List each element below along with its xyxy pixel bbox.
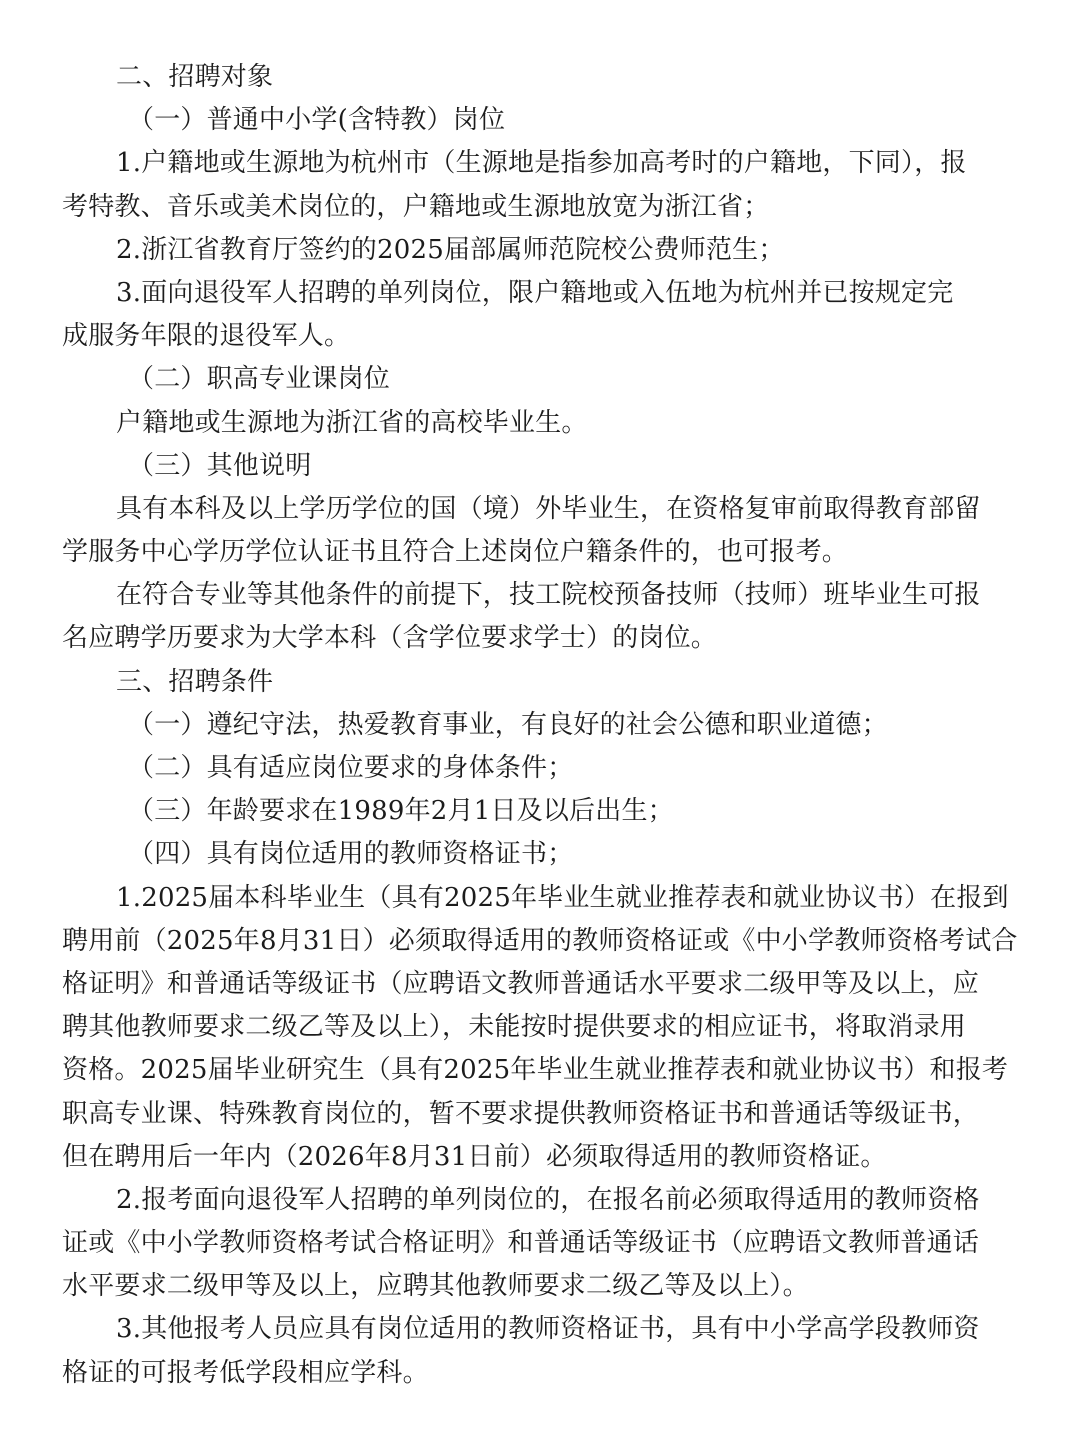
- paragraph-line: 在符合专业等其他条件的前提下，技工院校预备技师（技师）班毕业生可报: [116, 580, 981, 611]
- paragraph-line: 证或《中小学教师资格考试合格证明》和普通话等级证书（应聘语文教师普通话: [62, 1228, 980, 1259]
- subsection-heading-other-notes: （三）其他说明: [128, 450, 312, 481]
- paragraph-line: 成服务年限的退役军人。: [62, 321, 351, 352]
- paragraph-line: 2.浙江省教育厅签约的2025届部属师范院校公费师范生；: [116, 234, 785, 265]
- paragraph-line: 职高专业课、特殊教育岗位的，暂不要求提供教师资格证书和普通话等级证书，: [62, 1098, 980, 1129]
- paragraph-line: 名应聘学历要求为大学本科（含学位要求学士）的岗位。: [62, 623, 718, 654]
- paragraph-line: 3.其他报考人员应具有岗位适用的教师资格证书，具有中小学高学段教师资: [116, 1314, 980, 1345]
- paragraph-line: 2.报考面向退役军人招聘的单列岗位的，在报名前必须取得适用的教师资格: [116, 1184, 980, 1215]
- section-heading-recruitment-conditions: 三、招聘条件: [116, 666, 274, 697]
- paragraph-line: 水平要求二级甲等及以上，应聘其他教师要求二级乙等及以上）。: [62, 1271, 809, 1302]
- section-heading-recruitment-targets: 二、招聘对象: [116, 62, 274, 92]
- paragraph-line: 具有本科及以上学历学位的国（境）外毕业生，在资格复审前取得教育部留: [116, 493, 981, 524]
- paragraph-line: 学服务中心学历学位认证书且符合上述岗位户籍条件的，也可报考。: [62, 537, 849, 568]
- paragraph-line: 1.户籍地或生源地为杭州市（生源地是指参加高考时的户籍地，下同），报: [116, 148, 967, 179]
- condition-item: （二）具有适应岗位要求的身体条件；: [128, 753, 574, 783]
- subsection-heading-vocational: （二）职高专业课岗位: [128, 364, 391, 395]
- condition-item: （一）遵纪守法，热爱教育事业，有良好的社会公德和职业道德；: [128, 709, 888, 740]
- subsection-heading-general-schools: （一）普通中小学(含特教）岗位: [128, 105, 506, 136]
- paragraph-line: 户籍地或生源地为浙江省的高校毕业生。: [116, 407, 588, 438]
- paragraph-line: 1.2025届本科毕业生（具有2025年毕业生就业推荐表和就业协议书）在报到: [116, 882, 1009, 913]
- paragraph-line: 3.面向退役军人招聘的单列岗位，限户籍地或入伍地为杭州并已按规定完: [116, 277, 954, 308]
- paragraph-line: 聘用前（2025年8月31日）必须取得适用的教师资格证或《中小学教师资格考试合: [62, 925, 1018, 956]
- condition-item: （三）年龄要求在1989年2月1日及以后出生；: [128, 796, 674, 827]
- paragraph-line: 格证的可报考低学段相应学科。: [62, 1357, 429, 1388]
- paragraph-line: 资格。2025届毕业研究生（具有2025年毕业生就业推荐表和就业协议书）和报考: [62, 1055, 1009, 1086]
- paragraph-line: 聘其他教师要求二级乙等及以上），未能按时提供要求的相应证书，将取消录用: [62, 1012, 967, 1043]
- paragraph-line: 但在聘用后一年内（2026年8月31日前）必须取得适用的教师资格证。: [62, 1141, 887, 1172]
- paragraph-line: 考特教、音乐或美术岗位的，户籍地或生源地放宽为浙江省；: [62, 191, 770, 222]
- condition-item: （四）具有岗位适用的教师资格证书；: [128, 839, 574, 870]
- paragraph-line: 格证明》和普通话等级证书（应聘语文教师普通话水平要求二级甲等及以上，应: [62, 968, 980, 999]
- document-page: [62, 56, 1028, 1395]
